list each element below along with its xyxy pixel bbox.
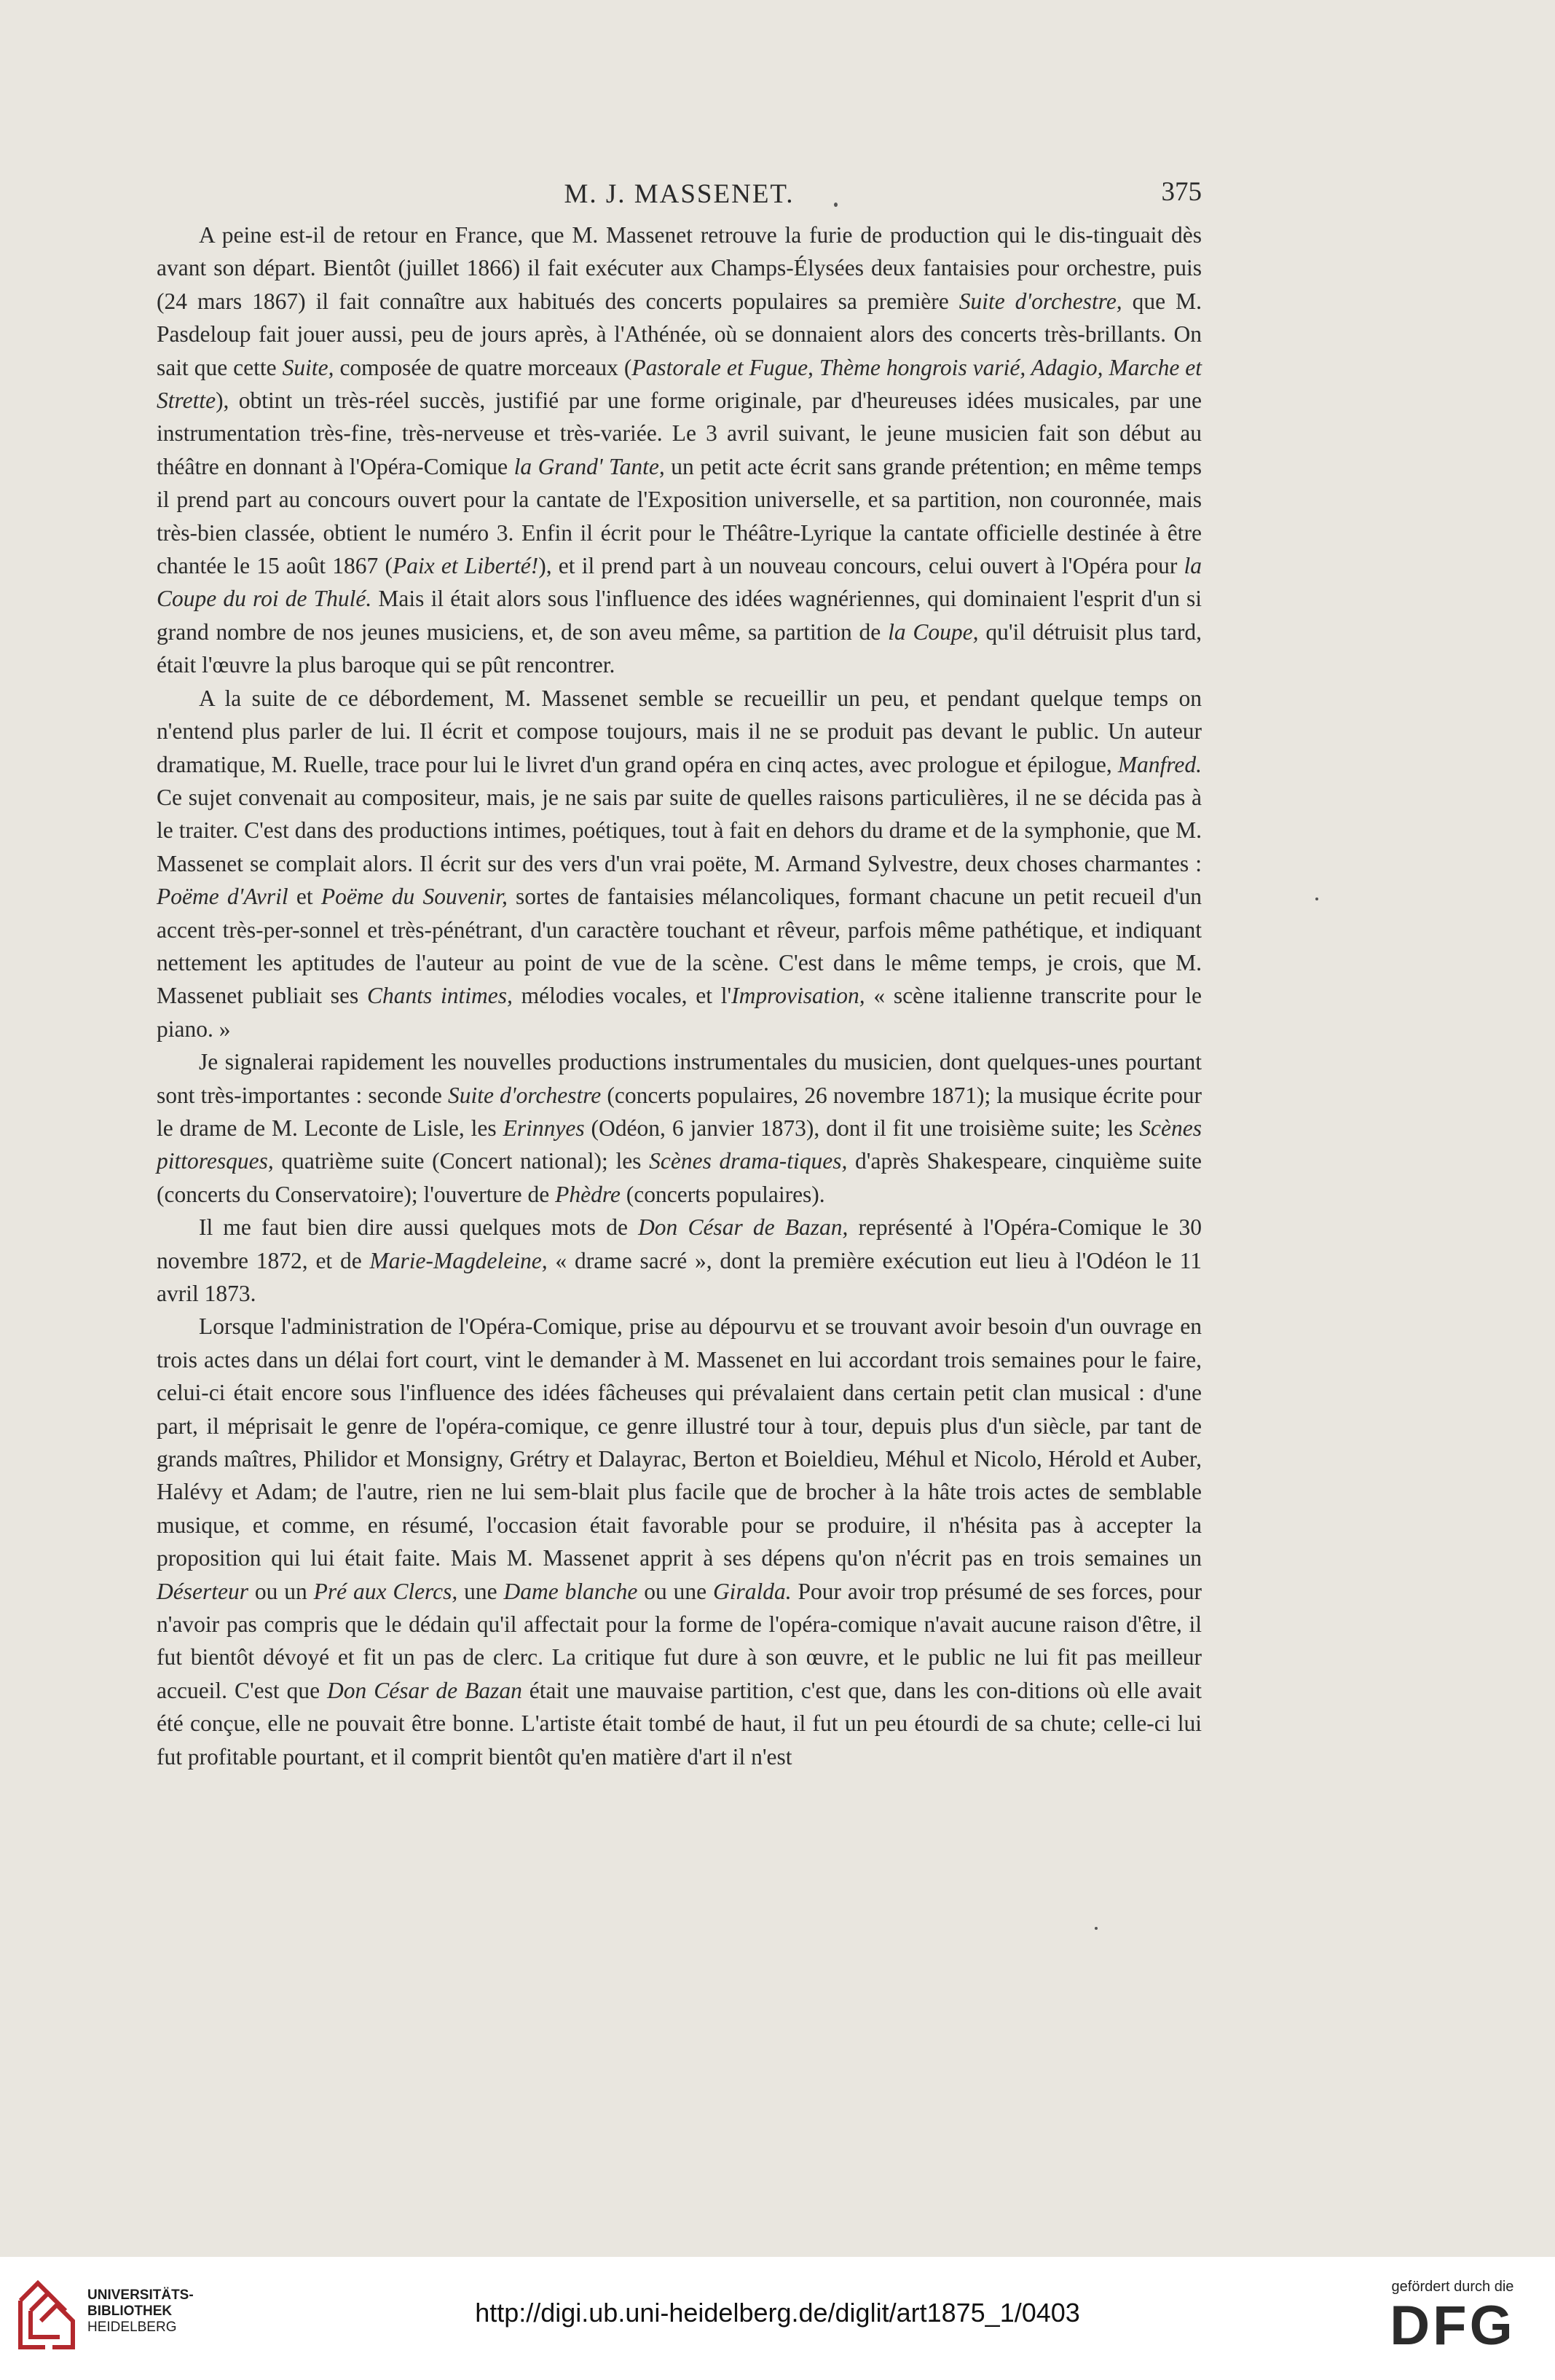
paragraph-text: Il me faut bien dire aussi quelques mots de [199, 1214, 639, 1241]
italic-title-text: Manfred. [1117, 751, 1202, 777]
paragraph-text: ), et il prend part à un nouveau concours, celui ouvert à l'Opéra pour [538, 553, 1184, 579]
paragraph-text: était une mauvaise partition, c'est que, dans les con-ditions où elle avait été conçue, elle ne pouvait être bonne. L'artiste était tombé de haut, il fut un peu étourdi de sa chute; celle-ci lui fut profitable pourtant, et il comprit bientôt qu'en matière d'art il n'est [157, 1677, 1202, 1770]
paragraph-text: quatrième suite (Concert national); les [273, 1148, 650, 1174]
speck [834, 203, 838, 207]
italic-title-text: Déserteur [157, 1578, 248, 1604]
paragraph [157, 682, 1202, 1045]
paragraph-text: composée de quatre morceaux ( [334, 354, 632, 380]
italic-title-text: Poëme d'Avril [157, 884, 288, 910]
page-header [157, 172, 1202, 216]
library-name-line: UNIVERSITÄTS- [87, 2287, 194, 2303]
paragraph-text: une [457, 1578, 504, 1604]
italic-title-text: Suite d'orchestre, [958, 288, 1122, 314]
italic-title-text: la Coupe, [888, 618, 979, 645]
italic-title-text: Improvisation, [731, 983, 865, 1009]
paragraph [157, 1310, 1202, 1773]
paragraph [157, 1211, 1202, 1310]
speck [1095, 1927, 1098, 1930]
paragraph [157, 219, 1202, 682]
italic-title-text: Poëme du Souvenir, [320, 884, 508, 910]
dfg-logo: DFG [1390, 2295, 1516, 2357]
paragraph-text: représenté à l'Opéra-Comique le 30 novembre 1872, et de [157, 1214, 1202, 1273]
paragraph-text: « drame sacré », dont la première exécution eut lieu à l'Odéon le 11 avril 1873. [157, 1247, 1202, 1306]
italic-title-text: Suite d'orchestre [448, 1082, 602, 1108]
paragraph-text: qu'il détruisit plus tard, était l'œuvre la plus baroque qui se pût rencontrer. [157, 618, 1202, 678]
paragraph-text: d'après Shakespeare, cinquième suite (concerts du Conservatoire); l'ouverture de [157, 1148, 1202, 1207]
paragraph-text: sortes de fantaisies mélancoliques, formant chacune un petit recueil d'un accent très-per-sonnel et très-pénétrant, d'un caractère touchant et rêveur, parfois même pathétique, et indiquant nettement les aptitudes de l'auteur au point de vue de la scène. C'est dans le même temps, je crois, que M. Massenet publiait ses [157, 884, 1202, 1009]
italic-title-text: la Coupe du roi de Thulé. [157, 553, 1202, 612]
paragraph-text: et [288, 884, 321, 910]
paragraph-text: ou un [248, 1578, 314, 1604]
paragraph-text: A la suite de ce débordement, M. Massenet semble se recueillir un peu, et pendant quelque temps on n'entend plus parler de lui. Il écrit et compose toujours, mais il ne se produit pas devant le public. Un auteur dramatique, M. Ruelle, trace pour lui le livret d'un grand opéra en cinq actes, avec prologue et épilogue, [157, 685, 1202, 777]
paragraph-text: Mais il était alors sous l'influence des idées wagnériennes, qui dominaient l'esprit d'un si grand nombre de nos jeunes musiciens, et, de son aveu même, sa partition de [157, 586, 1202, 645]
page-number: 375 [1161, 177, 1202, 207]
paragraph-text: « scène italienne transcrite pour le piano. » [157, 983, 1202, 1042]
paragraph-text: A peine est-il de retour en France, que M. Massenet retrouve la furie de production qui le dis-tinguait dès avant son départ. Bientôt (juillet 1866) il fait exécuter aux Champs-Élysées deux fantaisies pour orchestre, puis (24 mars 1867) il fait connaître aux habitués des concerts populaires sa première [157, 222, 1202, 314]
italic-title-text: la Grand' Tante, [513, 453, 665, 479]
italic-title-text: Scènes drama-tiques, [649, 1148, 848, 1174]
sponsor-block [1378, 2279, 1527, 2357]
paragraph-text: que M. Pasdeloup fait jouer aussi, peu de jours après, à l'Athénée, où se donnaient alors des concerts très-brillants. On sait que cette [157, 288, 1202, 380]
paragraph-text: Lorsque l'administration de l'Opéra-Comique, prise au dépourvu et se trouvant avoir besoin d'un ouvrage en trois actes dans un délai fort court, vint le demander à M. Massenet en lui accordant trois semaines pour le faire, celui-ci était encore sous l'influence des idées fâcheuses qui prévalaient dans certain petit clan musical : d'une part, il méprisait le genre de l'opéra-comique, ce genre illustré tour à tour, depuis plus d'un siècle, par tant de grands maîtres, Philidor et Monsigny, Grétry et Dalayrac, Berton et Boieldieu, Méhul et Nicolo, Hérold et Auber, Halévy et Adam; de l'autre, rien ne lui sem-blait plus facile que de brocher à la hâte trois actes de semblable musique, et comme, en résumé, l'occasion était favorable pour se produire, il n'hésita pas à accepter la proposition qui lui était faite. Mais M. Massenet apprit à ses dépens qu'on n'écrit pas en trois semaines un [157, 1313, 1202, 1571]
italic-title-text: Don César de Bazan [327, 1677, 522, 1703]
paragraph-text: (concerts populaires). [620, 1181, 825, 1207]
italic-title-text: Paix et Liberté! [392, 553, 539, 579]
speck [1315, 898, 1318, 900]
library-name-line: BIBLIOTHEK [87, 2304, 173, 2319]
paragraph-text: Je signalerai rapidement les nouvelles productions instrumentales du musicien, dont quelques-unes pourtant sont très-importantes : seconde [157, 1049, 1202, 1108]
italic-title-text: Don César de Bazan, [638, 1214, 849, 1241]
paragraph-text: (Odéon, 6 janvier 1873), dont il fit une troisième suite; les [584, 1115, 1140, 1141]
sponsor-caption: gefördert durch die [1391, 2279, 1514, 2295]
footer-bar [0, 2257, 1555, 2380]
italic-title-text: Suite, [282, 354, 334, 380]
source-url-link[interactable]: http://digi.ub.uni-heidelberg.de/diglit/art1875_1/0403 [475, 2298, 1080, 2328]
italic-title-text: Marie-Magdeleine, [369, 1247, 548, 1273]
italic-title-text: Giralda. [712, 1578, 792, 1604]
italic-title-text: Pré aux Clercs, [313, 1578, 458, 1604]
running-title: M. J. MASSENET. [564, 178, 795, 209]
paragraph-text: Pour avoir trop présumé de ses forces, pour n'avoir pas compris que le dédain qu'il affectait pour la forme de l'opéra-comique n'avait aucune raison d'être, il fut bientôt dévoyé et fit un pas de clerc. La critique fut dure à son œuvre, et le public ne lui fit pas meilleur accueil. C'est que [157, 1578, 1202, 1703]
paragraph [157, 1045, 1202, 1211]
italic-title-text: Dame blanche [503, 1578, 638, 1604]
italic-title-text: Pastorale et Fugue, Thème hongrois varié, Adagio, Marche et Strette [157, 354, 1202, 414]
italic-title-text: Phèdre [555, 1181, 621, 1207]
library-name-line: HEIDELBERG [87, 2320, 177, 2335]
italic-title-text: Chants intimes, [367, 983, 513, 1009]
body-text [157, 219, 1202, 1773]
paragraph-text: Ce sujet convenait au compositeur, mais, je ne sais par suite de quelles raisons particulières, il ne se décida pas à le traiter. C'est dans des productions intimes, poétiques, tout à fait en dehors du drame et de la symphonie, que M. Massenet se complait alors. Il écrit sur des vers d'un vrai poëte, M. Armand Sylvestre, deux choses charmantes : [157, 784, 1202, 876]
paragraph-text: ), obtint un très-réel succès, justifié par une forme originale, par d'heureuses idées musicales, par une instrumentation très-fine, très-nerveuse et très-variée. Le 3 avril suivant, le jeune musicien fait son début au théâtre en donnant à l'Opéra-Comique [157, 388, 1202, 479]
paragraph-text: mélodies vocales, et l' [512, 983, 732, 1009]
italic-title-text: Scènes pittoresques, [157, 1115, 1202, 1174]
paragraph-text: (concerts populaires, 26 novembre 1871); la musique écrite pour le drame de M. Leconte de Lisle, les [157, 1082, 1202, 1141]
italic-title-text: Erinnyes [503, 1115, 585, 1141]
paragraph-text: ou une [637, 1578, 713, 1604]
paragraph-text: un petit acte écrit sans grande prétention; en même temps il prend part au concours ouvert pour la cantate de l'Exposition universelle, et sa partition, non couronnée, mais très-bien classée, obtient le numéro 3. Enfin il écrit pour le Théâtre-Lyrique la cantate officielle destinée à être chantée le 15 août 1867 ( [157, 453, 1202, 579]
